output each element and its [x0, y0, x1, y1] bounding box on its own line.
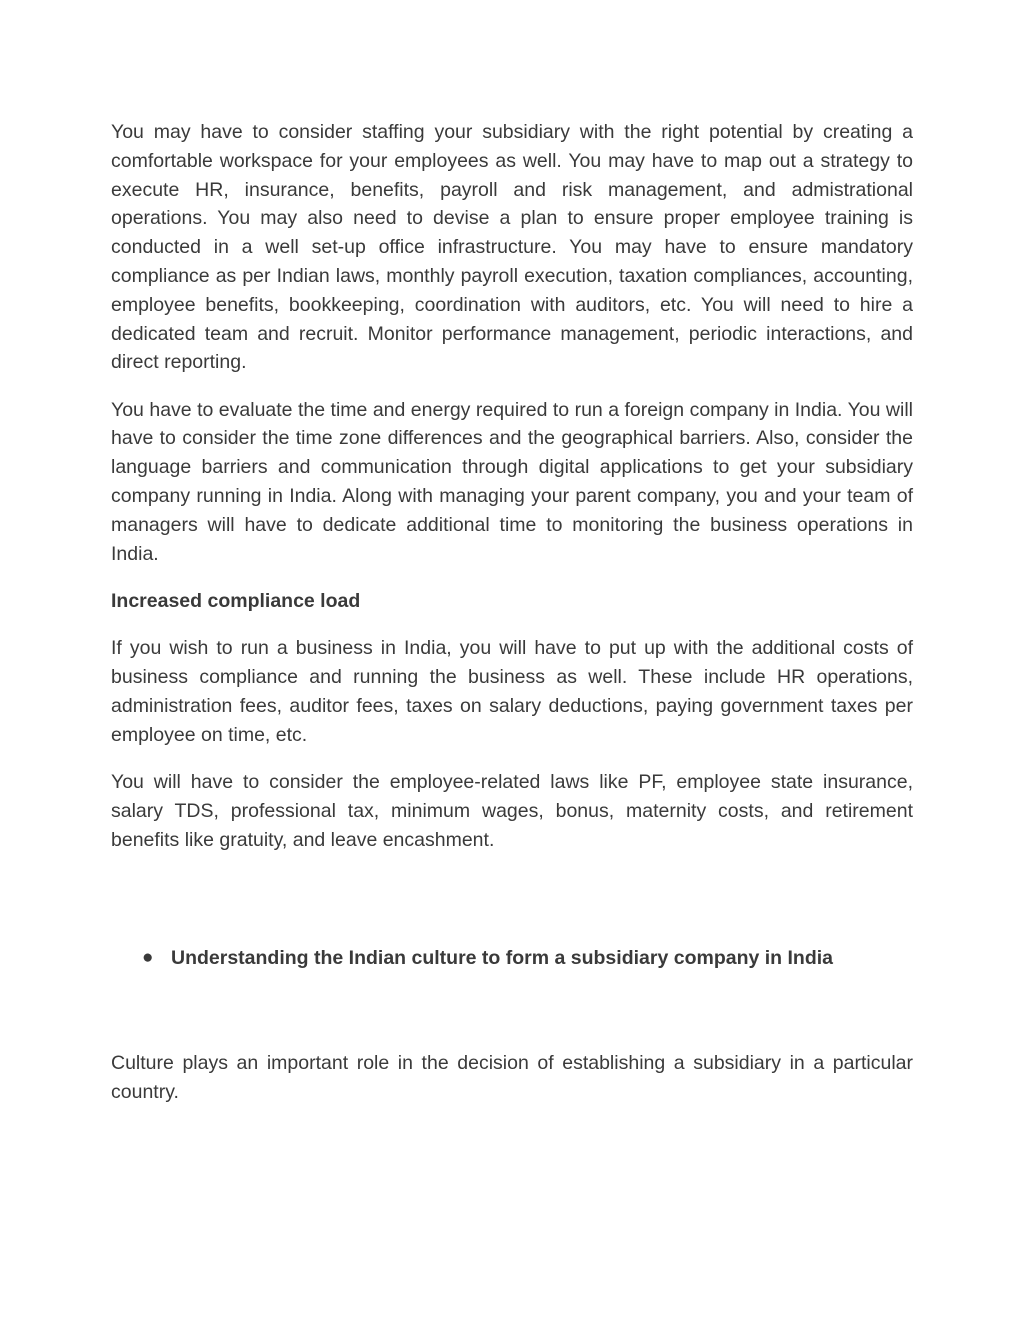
list-item [142, 944, 922, 973]
bullet-text: Understanding the Indian culture to form a subsidiary company in India [171, 947, 834, 969]
paragraph-compliance-costs: If you wish to run a business in India, you will have to put up with the additional costs of business compliance and running the business as well. These include HR operations, administration fees, auditor fees, taxes on salary deductions, paying government taxes per employee on time, etc. [111, 637, 913, 746]
bullet-list [142, 944, 922, 973]
document-page [111, 118, 913, 1103]
paragraph-staffing: You may have to consider staffing your subsidiary with the right potential by creating a comfortable workspace for your employees as well. You may have to map out a strategy to execute HR, insurance, benefits, payroll and risk management, and admistrational operations. You may also need to devise a plan to ensure proper employee training is conducted in a well set-up office infrastructure. You may have to ensure mandatory compliance as per Indian laws, monthly payroll execution, taxation compliances, accounting, employee benefits, bookkeeping, coordination with auditors, etc. You will need to hire a dedicated team and recruit. Monitor performance management, periodic interactions, and direct reporting. [111, 121, 913, 374]
section-heading-compliance: Increased compliance load [111, 589, 361, 612]
bullet-icon: ● [142, 947, 154, 968]
paragraph-employee-laws: You will have to consider the employee-related laws like PF, employee state insurance, salary TDS, professional tax, minimum wages, bonus, maternity costs, and retirement benefits like gratuity, and leave encashment. [111, 770, 913, 851]
paragraph-culture: Culture plays an important role in the decision of establishing a subsidiary in a particular country. [111, 1052, 913, 1103]
paragraph-time-energy: You have to evaluate the time and energy required to run a foreign company in India. You will have to consider the time zone differences and the geographical barriers. Also, consider the language barriers and communication through digital applications to get your subsidiary company running in India. Along with managing your parent company, you and your team of managers will have to dedicate additional time to monitoring the business operations in India. [111, 398, 913, 565]
